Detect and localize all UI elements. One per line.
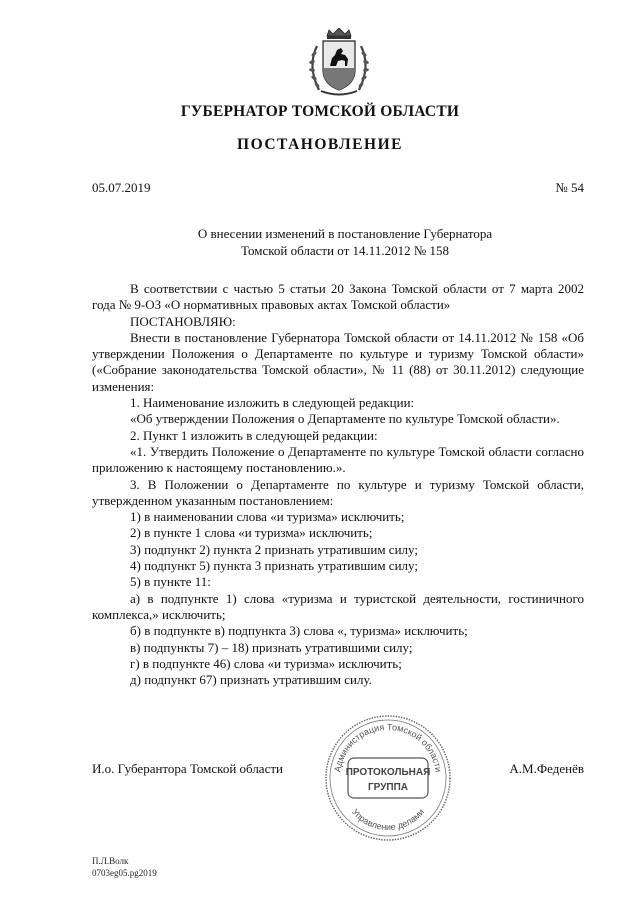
body-paragraph-preamble: В соответствии с частью 5 статьи 20 Закона Томской области от 7 марта 2002 года № 9-ОЗ «О нормативных правовых актах Томской области» — [92, 281, 584, 313]
authority-title: ГУБЕРНАТОР ТОМСКОЙ ОБЛАСТИ — [180, 103, 460, 120]
body-item: 1. Наименование изложить в следующей редакции: — [130, 395, 415, 411]
body-subitem: 1) в наименовании слова «и туризма» исключить; — [130, 509, 405, 525]
document-number: № 54 — [555, 180, 584, 195]
stamp-ring-top-text: Администрация Томской области — [332, 721, 444, 773]
body-paragraph-decree: ПОСТАНОВЛЯЮ: — [130, 313, 236, 329]
body-paragraph-amend: Внести в постановление Губернатора Томской области от 14.11.2012 № 158 «Об утверждении Положения о Департаменте по культуре и туризму Томской области» («Собрание законодательства Томской области», № 11 (88) от 30.11.2012) следующие изменения: — [92, 329, 584, 394]
document-footer — [92, 855, 157, 879]
body-subitem: 2) в пункте 1 слова «и туризма» исключить; — [130, 525, 373, 541]
document-date: 05.07.2019 — [92, 180, 151, 195]
body-subitem: г) в подпункте 46) слова «и туризма» исключить; — [130, 655, 402, 671]
coat-of-arms-icon — [305, 28, 373, 98]
body-item: 3. В Положении о Департаменте по культуре и туризму Томской области, утвержденном указанным постановлением: — [92, 476, 584, 508]
document-body — [92, 281, 584, 688]
body-subitem: в) подпункты 7) – 18) признать утратившими силу; — [130, 639, 413, 655]
official-stamp — [322, 712, 454, 844]
body-subitem: 3) подпункт 2) пункта 2 признать утратившим силу; — [130, 541, 418, 557]
subject-line-2: Томской области от 14.11.2012 № 158 — [241, 243, 449, 258]
body-subitem: 5) в пункте 11: — [130, 574, 211, 590]
document-subject — [150, 225, 540, 259]
body-subitem: 4) подпункт 5) пункта 3 признать утратившим силу; — [130, 558, 418, 574]
footer-file-code: 0703eg05.pg2019 — [92, 868, 157, 878]
body-subitem: д) подпункт 67) признать утратившим силу. — [130, 672, 372, 688]
footer-author: П.Л.Волк — [92, 856, 129, 866]
stamp-ring-bottom-text: Управление делами — [349, 806, 427, 833]
subject-line-1: О внесении изменений в постановление Губернатора — [197, 226, 493, 241]
body-item: «Об утверждении Положения о Департаменте по культуре Томской области». — [130, 411, 560, 427]
signatory-name: А.М.Феденёв — [509, 761, 584, 776]
stamp-center-line-1: ПРОТОКОЛЬНАЯ — [345, 767, 431, 778]
signatory-position: И.о. Губерантора Томской области — [92, 761, 283, 776]
stamp-center-line-2: ГРУППА — [367, 782, 409, 793]
body-item: 2. Пункт 1 изложить в следующей редакции: — [130, 427, 378, 443]
body-subitem: б) в подпункте в) подпункта 3) слова «, туризма» исключить; — [130, 623, 468, 639]
document-type: ПОСТАНОВЛЕНИЕ — [237, 136, 403, 153]
body-subitem: а) в подпункте 1) слова «туризма и туристской деятельности, гостиничного комплекса,» исключить; — [92, 590, 584, 622]
body-item: «1. Утвердить Положение о Департаменте по культуре Томской области согласно приложению к настоящему постановлению.». — [92, 443, 584, 476]
